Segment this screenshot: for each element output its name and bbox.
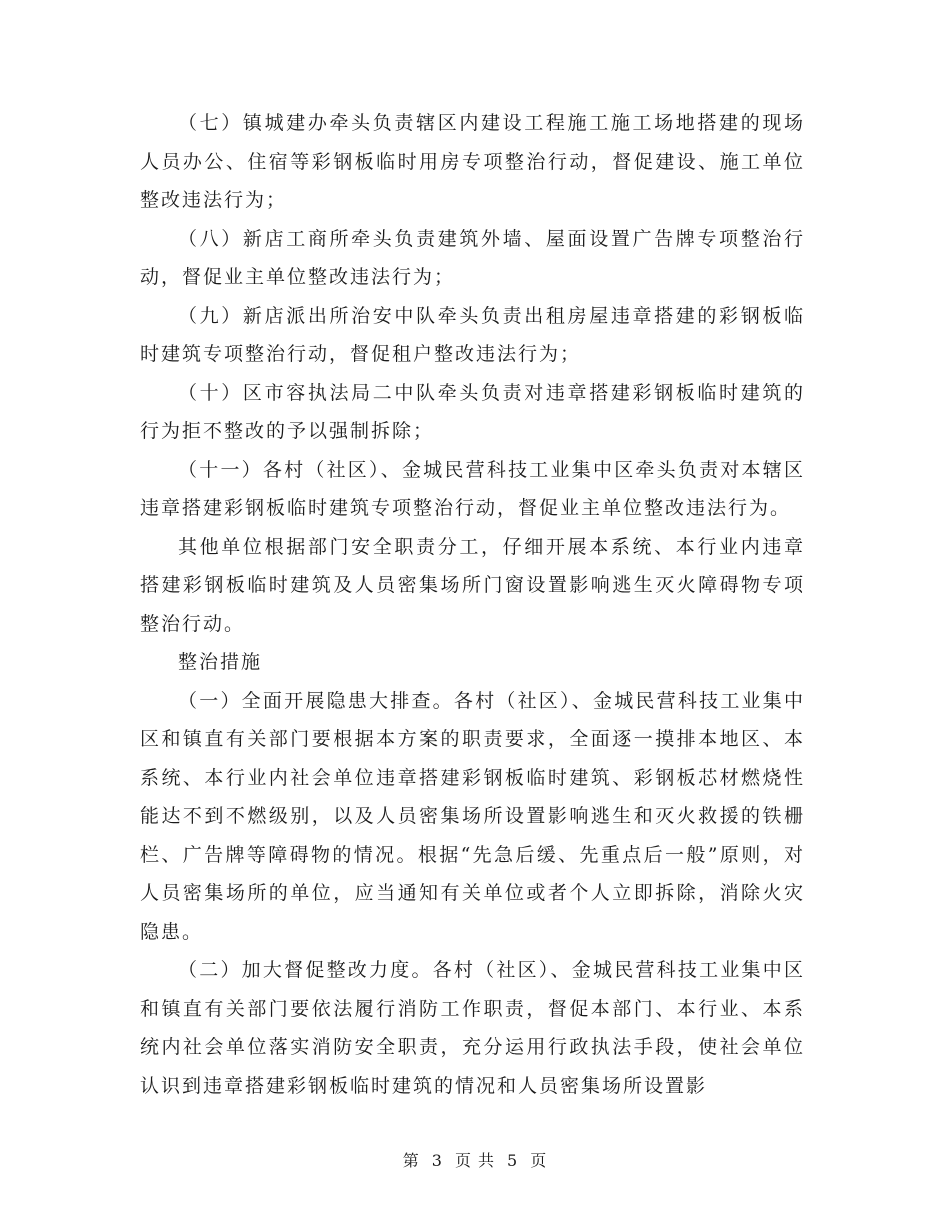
footer-mid: 页 共	[454, 1151, 496, 1170]
paragraph-other-units: 其他单位根据部门安全职责分工，仔细开展本系统、本行业内违章搭建彩钢板临时建筑及人员密集场所门窗设置影响逃生灭火障碍物专项整治行动。	[140, 535, 805, 635]
paragraph-11: （十一）各村（社区）、金城民营科技工业集中区牵头负责对本辖区违章搭建彩钢板临时建筑专项整治行动，督促业主单位整改违法行为。	[140, 458, 805, 519]
paragraph-10: （十）区市容执法局二中队牵头负责对违章搭建彩钢板临时建筑的行为拒不整改的予以强制拆除；	[140, 381, 805, 442]
footer-prefix: 第	[402, 1151, 420, 1170]
paragraph-measure-2: （二）加大督促整改力度。各村（社区）、金城民营科技工业集中区和镇直有关部门要依法履行消防工作职责，督促本部门、本行业、本系统内社会单位落实消防安全职责，充分运用行政执法手段，使社会单位认识到违章搭建彩钢板临时建筑的情况和人员密集场所设置影	[140, 959, 805, 1097]
paragraph-9: （九）新店派出所治安中队牵头负责出租房屋违章搭建的彩钢板临时建筑专项整治行动，督促租户整改违法行为；	[140, 304, 805, 365]
section-heading-measures: 整治措施	[178, 651, 263, 673]
footer-total-pages: 5	[507, 1151, 519, 1170]
paragraph-measure-1: （一）全面开展隐患大排查。各村（社区）、金城民营科技工业集中区和镇直有关部门要根据本方案的职责要求，全面逐一摸排本地区、本系统、本行业内社会单位违章搭建彩钢板临时建筑、彩钢板芯材燃烧性能达不到不燃级别，以及人员密集场所设置影响逃生和灭火救援的铁栅栏、广告牌等障碍物的情况。根据“先急后缓、先重点后一般”原则，对人员密集场所的单位，应当通知有关单位或者个人立即拆除，消除火灾隐患。	[140, 689, 805, 943]
footer-current-page: 3	[431, 1151, 443, 1170]
paragraph-7: （七）镇城建办牵头负责辖区内建设工程施工施工场地搭建的现场人员办公、住宿等彩钢板临时用房专项整治行动，督促建设、施工单位整改违法行为；	[140, 112, 805, 211]
paragraph-8: （八）新店工商所牵头负责建筑外墙、屋面设置广告牌专项整治行动，督促业主单位整改违法行为；	[140, 227, 805, 288]
footer-suffix: 页	[530, 1151, 548, 1170]
document-body	[140, 104, 805, 1105]
page-footer	[0, 1148, 950, 1171]
